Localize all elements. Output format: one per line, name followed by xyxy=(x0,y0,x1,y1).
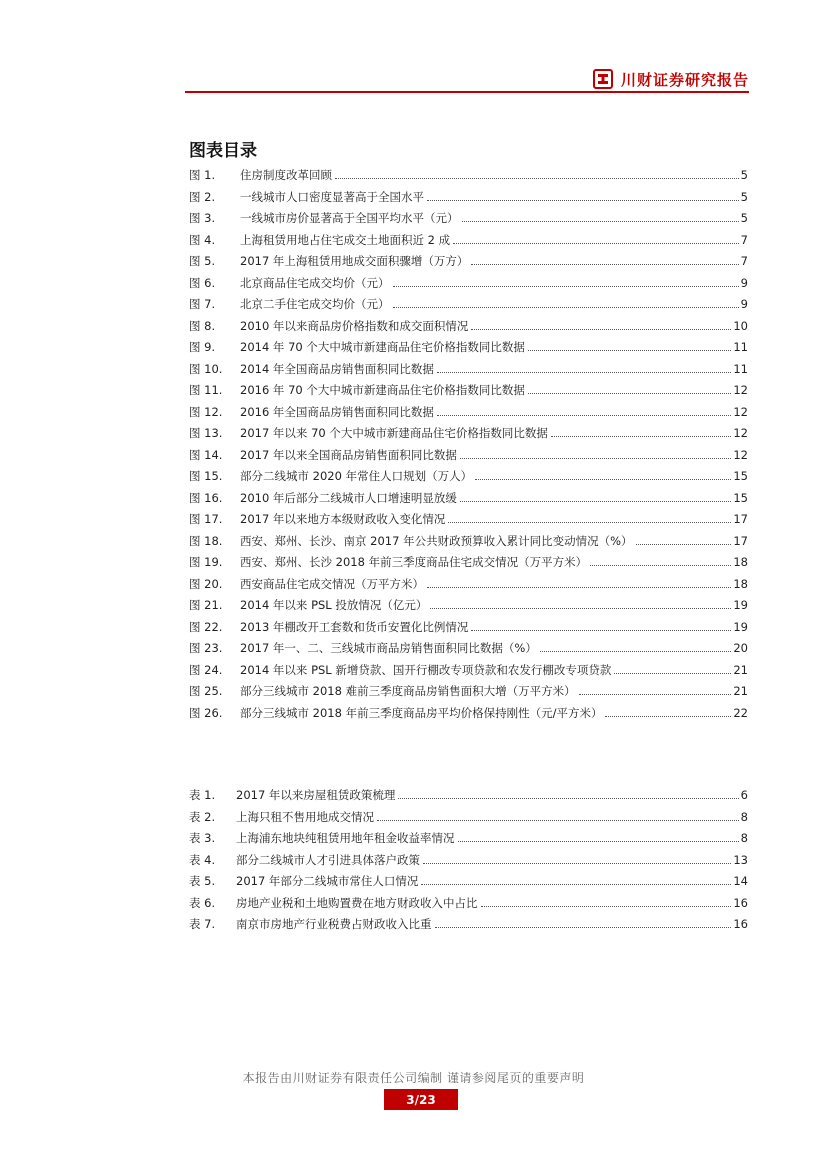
figure-entry-page: 11 xyxy=(733,340,748,354)
figure-entry-title[interactable]: 2013 年棚改开工套数和货币安置化比例情况 xyxy=(240,619,469,634)
figure-entry-page: 12 xyxy=(733,404,748,419)
figure-entry-title[interactable]: 2014 年全国商品房销售面积同比数据 xyxy=(240,361,434,376)
dot-leader xyxy=(528,350,731,351)
dot-leader xyxy=(551,436,731,437)
dot-leader xyxy=(528,393,731,394)
table-entry-page: 8 xyxy=(740,809,748,824)
figure-entry-number: 图 22. xyxy=(189,619,223,634)
dot-leader xyxy=(435,927,732,928)
figure-entry-number: 图 24. xyxy=(189,662,223,677)
figure-entry[interactable] xyxy=(189,511,748,533)
figure-entry-title[interactable]: 2017 年以来全国商品房销售面积同比数据 xyxy=(240,447,457,462)
figure-entry-title[interactable]: 2014 年以来 PSL 新增贷款、国开行棚改专项贷款和农发行棚改专项贷款 xyxy=(240,662,612,677)
dot-leader xyxy=(393,307,739,308)
dot-leader xyxy=(393,286,739,287)
figure-entry-number: 图 3. xyxy=(189,211,216,225)
figure-entry-page: 17 xyxy=(733,533,748,548)
figure-entry[interactable] xyxy=(189,533,748,555)
figure-entry-page: 18 xyxy=(733,555,748,569)
table-entry-page: 13 xyxy=(733,852,748,867)
table-entry-page: 8 xyxy=(740,831,748,845)
figure-entry-number: 图 12. xyxy=(189,404,223,419)
table-entry-title[interactable]: 2017 年以来房屋租赁政策梳理 xyxy=(236,788,396,802)
figure-index xyxy=(189,167,748,726)
table-entry[interactable] xyxy=(189,873,748,895)
header-brand xyxy=(593,66,749,92)
dot-leader xyxy=(481,906,732,907)
figure-entry-page: 12 xyxy=(733,426,748,440)
figure-entry[interactable] xyxy=(189,382,748,404)
figure-entry-title[interactable]: 2017 年一、二、三线城市商品房销售面积同比数据（%） xyxy=(240,641,537,655)
table-entry-title[interactable]: 部分二线城市人才引进具体落户政策 xyxy=(236,852,420,867)
figure-entry[interactable] xyxy=(189,318,748,340)
figure-entry-number: 图 20. xyxy=(189,576,223,591)
dot-leader xyxy=(460,458,731,459)
figure-entry[interactable] xyxy=(189,640,748,662)
dot-leader xyxy=(458,841,739,842)
brand-name: 川财证券研究报告 xyxy=(620,70,749,89)
dot-leader xyxy=(437,415,731,416)
figure-entry[interactable] xyxy=(189,296,748,318)
figure-entry-page: 11 xyxy=(733,361,748,376)
table-entry-page: 6 xyxy=(740,788,748,802)
dot-leader xyxy=(427,587,731,588)
figure-entry-page: 9 xyxy=(740,297,748,311)
table-entry-title[interactable]: 上海浦东地块纯租赁用地年租金收益率情况 xyxy=(236,831,455,845)
figure-entry-page: 15 xyxy=(733,490,748,505)
figure-entry[interactable] xyxy=(189,339,748,361)
table-entry-number: 表 3. xyxy=(189,831,216,845)
figure-entry-number: 图 10. xyxy=(189,361,223,376)
figure-entry-page: 9 xyxy=(740,275,748,290)
logo-mark xyxy=(597,73,609,85)
figure-entry-number: 图 15. xyxy=(189,469,223,483)
figure-entry-page: 19 xyxy=(733,619,748,634)
dot-leader xyxy=(540,651,732,652)
dot-leader xyxy=(462,221,739,222)
dot-leader xyxy=(605,716,731,717)
figure-entry-number: 图 13. xyxy=(189,426,223,440)
figure-entry[interactable] xyxy=(189,619,748,641)
figure-entry[interactable] xyxy=(189,361,748,383)
figure-entry-number: 图 17. xyxy=(189,512,223,526)
figure-entry-title[interactable]: 2014 年 70 个大中城市新建商品住宅价格指数同比数据 xyxy=(240,340,525,354)
table-entry[interactable] xyxy=(189,895,748,917)
figure-entry[interactable] xyxy=(189,705,748,727)
dot-leader xyxy=(453,243,739,244)
figure-entry-title[interactable]: 西安商品住宅成交情况（万平方米） xyxy=(240,576,424,591)
figure-entry-number: 图 11. xyxy=(189,383,223,397)
figure-entry[interactable] xyxy=(189,576,748,598)
figure-entry-page: 5 xyxy=(740,189,748,204)
figure-entry[interactable] xyxy=(189,468,748,490)
figure-entry-number: 图 8. xyxy=(189,318,216,333)
dot-leader xyxy=(398,798,738,799)
figure-entry[interactable] xyxy=(189,447,748,469)
figure-entry[interactable] xyxy=(189,232,748,254)
figure-entry-page: 15 xyxy=(733,469,748,483)
figure-entry-title[interactable]: 西安、郑州、长沙、南京 2017 年公共财政预算收入累计同比变动情况（%） xyxy=(240,533,633,548)
figure-entry-number: 图 25. xyxy=(189,684,223,698)
figure-entry-number: 图 7. xyxy=(189,297,216,311)
figure-entry-number: 图 23. xyxy=(189,641,223,655)
dot-leader xyxy=(437,372,731,373)
figure-entry-page: 12 xyxy=(733,383,748,397)
table-entry[interactable] xyxy=(189,852,748,874)
table-entry-title[interactable]: 房地产业税和土地购置费在地方财政收入中占比 xyxy=(236,895,478,910)
figure-entry[interactable] xyxy=(189,189,748,211)
figure-entry[interactable] xyxy=(189,167,748,189)
figure-entry-number: 图 16. xyxy=(189,490,223,505)
figure-entry-title[interactable]: 2017 年以来地方本级财政收入变化情况 xyxy=(240,512,446,526)
table-entry-page: 16 xyxy=(733,895,748,910)
table-entry[interactable] xyxy=(189,916,748,938)
figure-entry-page: 10 xyxy=(733,318,748,333)
figure-entry-number: 图 9. xyxy=(189,340,216,354)
dot-leader xyxy=(590,565,731,566)
table-entry-number: 表 4. xyxy=(189,852,216,867)
dot-leader xyxy=(614,673,731,674)
dot-leader xyxy=(335,178,739,179)
table-index xyxy=(189,787,748,938)
figure-entry-page: 5 xyxy=(740,168,748,182)
dot-leader xyxy=(430,608,731,609)
figure-entry-title[interactable]: 2014 年以来 PSL 投放情况（亿元） xyxy=(240,598,428,612)
figure-entry-title[interactable]: 西安、郑州、长沙 2018 年前三季度商品住宅成交情况（万平方米） xyxy=(240,555,588,569)
figure-entry-page: 19 xyxy=(733,598,748,612)
figure-entry-title[interactable]: 北京二手住宅成交均价（元） xyxy=(240,297,390,311)
dot-leader xyxy=(377,820,739,821)
figure-entry[interactable] xyxy=(189,404,748,426)
footer-disclaimer: 本报告由川财证券有限责任公司编制 谨请参阅尾页的重要声明 xyxy=(242,1071,585,1085)
dot-leader xyxy=(423,863,731,864)
figure-entry-title[interactable]: 一线城市人口密度显著高于全国水平 xyxy=(240,189,424,204)
toc-title: 图表目录 xyxy=(189,141,257,161)
figure-entry-page: 5 xyxy=(740,211,748,225)
figure-entry-page: 21 xyxy=(733,662,748,677)
figure-entry-title[interactable]: 上海租赁用地占住宅成交土地面积近 2 成 xyxy=(240,232,451,247)
figure-entry-title[interactable]: 2016 年全国商品房销售面积同比数据 xyxy=(240,404,434,419)
figure-entry[interactable] xyxy=(189,253,748,275)
figure-entry-title[interactable]: 2017 年以来 70 个大中城市新建商品住宅价格指数同比数据 xyxy=(240,426,548,440)
table-entry-number: 表 6. xyxy=(189,895,216,910)
figure-entry-page: 7 xyxy=(740,254,748,268)
dot-leader xyxy=(471,630,731,631)
figure-entry-title[interactable]: 北京商品住宅成交均价（元） xyxy=(240,275,390,290)
figure-entry[interactable] xyxy=(189,554,748,576)
figure-entry-page: 20 xyxy=(733,641,748,655)
figure-entry-number: 图 19. xyxy=(189,555,223,569)
figure-entry[interactable] xyxy=(189,597,748,619)
figure-entry-number: 图 21. xyxy=(189,598,223,612)
figure-entry[interactable] xyxy=(189,683,748,705)
figure-entry-number: 图 26. xyxy=(189,705,223,720)
dot-leader xyxy=(579,694,732,695)
dot-leader xyxy=(427,200,739,201)
figure-entry[interactable] xyxy=(189,662,748,684)
figure-entry-number: 图 2. xyxy=(189,189,216,204)
dot-leader xyxy=(475,479,731,480)
figure-entry-title[interactable]: 部分三线城市 2018 年前三季度商品房平均价格保持刚性（元/平方米） xyxy=(240,705,603,720)
table-entry-title[interactable]: 上海只租不售用地成交情况 xyxy=(236,809,374,824)
figure-entry[interactable] xyxy=(189,210,748,232)
table-entry-title[interactable]: 2017 年部分二线城市常住人口情况 xyxy=(236,874,419,888)
dot-leader xyxy=(421,884,731,885)
table-entry-page: 16 xyxy=(733,917,748,931)
figure-entry-title[interactable]: 部分二线城市 2020 年常住人口规划（万人） xyxy=(240,469,473,483)
table-entry-number: 表 5. xyxy=(189,874,216,888)
figure-entry[interactable] xyxy=(189,275,748,297)
dot-leader xyxy=(636,544,732,545)
figure-entry-page: 17 xyxy=(733,512,748,526)
figure-entry-page: 12 xyxy=(733,447,748,462)
dot-leader xyxy=(448,522,731,523)
table-entry[interactable] xyxy=(189,809,748,831)
table-entry-title[interactable]: 南京市房地产行业税费占财政收入比重 xyxy=(236,917,432,931)
header-divider xyxy=(185,91,749,93)
table-entry-number: 表 2. xyxy=(189,809,216,824)
figure-entry-number: 图 18. xyxy=(189,533,223,548)
figure-entry-number: 图 14. xyxy=(189,447,223,462)
page-number: 3/23 xyxy=(384,1089,458,1110)
figure-entry-title[interactable]: 部分三线城市 2018 难前三季度商品房销售面积大增（万平方米） xyxy=(240,684,576,698)
figure-entry-title[interactable]: 2010 年以来商品房价格指数和成交面积情况 xyxy=(240,318,469,333)
figure-entry[interactable] xyxy=(189,490,748,512)
figure-entry-title[interactable]: 2010 年后部分二线城市人口增速明显放缓 xyxy=(240,490,457,505)
figure-entry-number: 图 4. xyxy=(189,232,216,247)
dot-leader xyxy=(471,329,731,330)
table-entry-number: 表 1. xyxy=(189,788,216,802)
company-logo-icon xyxy=(593,69,613,89)
figure-entry-page: 18 xyxy=(733,576,748,591)
figure-entry-page: 7 xyxy=(740,232,748,247)
table-entry-number: 表 7. xyxy=(189,917,216,931)
figure-entry-title[interactable]: 住房制度改革回顾 xyxy=(240,168,332,182)
dot-leader xyxy=(460,501,731,502)
figure-entry-number: 图 5. xyxy=(189,254,216,268)
figure-entry-page: 22 xyxy=(733,705,748,720)
figure-entry-number: 图 6. xyxy=(189,275,216,290)
table-entry[interactable] xyxy=(189,830,748,852)
figure-entry-title[interactable]: 2017 年上海租赁用地成交面积骤增（万方） xyxy=(240,254,469,268)
figure-entry-page: 21 xyxy=(733,684,748,698)
figure-entry[interactable] xyxy=(189,425,748,447)
table-entry-page: 14 xyxy=(733,874,748,888)
figure-entry-number: 图 1. xyxy=(189,168,216,182)
table-entry[interactable] xyxy=(189,787,748,809)
figure-entry-title[interactable]: 一线城市房价显著高于全国平均水平（元） xyxy=(240,211,459,225)
dot-leader xyxy=(471,264,738,265)
figure-entry-title[interactable]: 2016 年 70 个大中城市新建商品住宅价格指数同比数据 xyxy=(240,383,525,397)
